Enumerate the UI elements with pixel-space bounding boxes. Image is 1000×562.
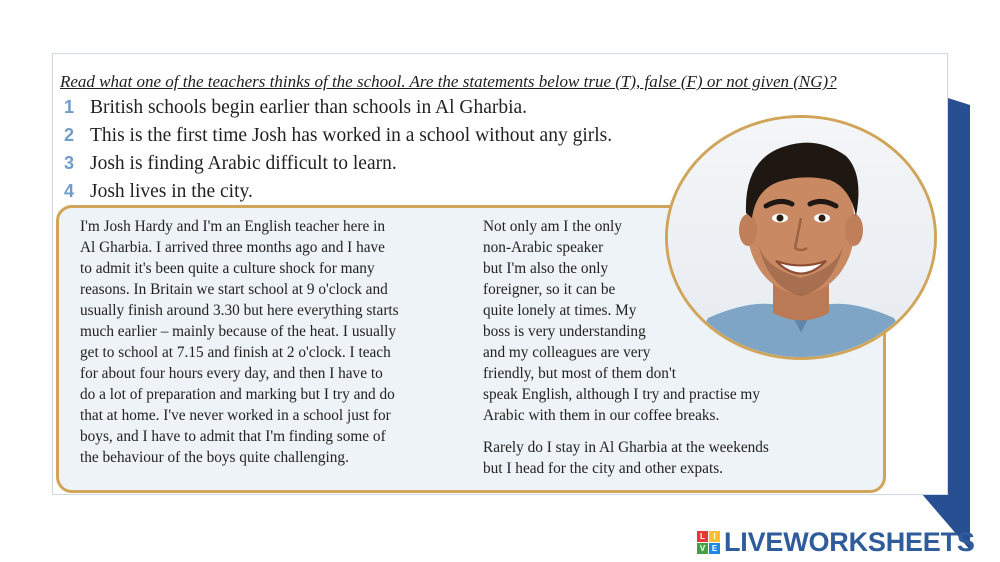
portrait-illustration	[668, 118, 934, 357]
statement-text: Josh is finding Arabic difficult to learn.	[90, 153, 397, 174]
logo-square: I	[709, 531, 720, 542]
passage-line: friendly, but most of them don't	[483, 365, 676, 382]
passage-line: reasons. In Britain we start school at 9 o'clock and	[80, 281, 388, 298]
passage-line: but I'm also the only	[483, 260, 609, 277]
passage-line: Not only am I the only	[483, 218, 622, 235]
passage-line: I'm Josh Hardy and I'm an English teacher here in	[80, 218, 385, 235]
statement-number: 2	[64, 125, 75, 145]
passage-line: much earlier – mainly because of the heat. I usually	[80, 323, 397, 340]
passage-line: to admit it's been quite a culture shock for many	[80, 260, 375, 277]
passage-line: and my colleagues are very	[483, 344, 651, 361]
statement-item	[64, 153, 612, 181]
passage-line: quite lonely at times. My	[483, 302, 637, 319]
passage-line: that at home. I've never worked in a school just for	[80, 407, 391, 424]
logo-square: E	[709, 543, 720, 554]
passage-line: the behaviour of the boys quite challenging.	[80, 449, 349, 466]
passage-line: boys, and I have to admit that I'm finding some of	[80, 428, 386, 445]
statement-text: British schools begin earlier than schools in Al Gharbia.	[90, 97, 528, 118]
instruction-text: Read what one of the teachers thinks of the school. Are the statements below true (T), false (F) or not given (NG)?	[60, 72, 837, 91]
statement-item	[64, 125, 612, 153]
logo-square: V	[697, 543, 708, 554]
logo-square: L	[697, 531, 708, 542]
statement-number: 1	[64, 97, 75, 117]
liveworksheets-logo	[697, 527, 975, 558]
passage-line: get to school at 7.15 and finish at 2 o'clock. I teach	[80, 344, 391, 361]
passage-line: non-Arabic speaker	[483, 239, 604, 256]
statement-text: This is the first time Josh has worked in a school without any girls.	[90, 125, 613, 146]
statement-list	[64, 97, 612, 209]
passage-line: for about four hours every day, and then I have to	[80, 365, 383, 382]
passage-left-column	[80, 216, 470, 468]
passage-line: boss is very understanding	[483, 323, 646, 340]
logo-wordmark: LIVEWORKSHEETS	[724, 527, 975, 557]
statement-text: Josh lives in the city.	[90, 181, 253, 202]
statement-number: 3	[64, 153, 75, 173]
passage-line: Arabic with them in our coffee breaks.	[483, 407, 720, 424]
passage-line: usually finish around 3.30 but here everything starts	[80, 302, 399, 319]
statement-item	[64, 97, 612, 125]
passage-line: foreigner, so it can be	[483, 281, 616, 298]
passage-line: but I head for the city and other expats.	[483, 460, 723, 477]
statement-number: 4	[64, 181, 75, 201]
logo-squares	[697, 531, 720, 554]
passage-line: do a lot of preparation and marking but I try and do	[80, 386, 395, 403]
passage-line: speak English, although I try and practise my	[483, 386, 760, 403]
teacher-portrait-image	[665, 115, 937, 360]
passage-line: Rarely do I stay in Al Gharbia at the weekends	[483, 439, 769, 456]
passage-line: Al Gharbia. I arrived three months ago and I have	[80, 239, 385, 256]
